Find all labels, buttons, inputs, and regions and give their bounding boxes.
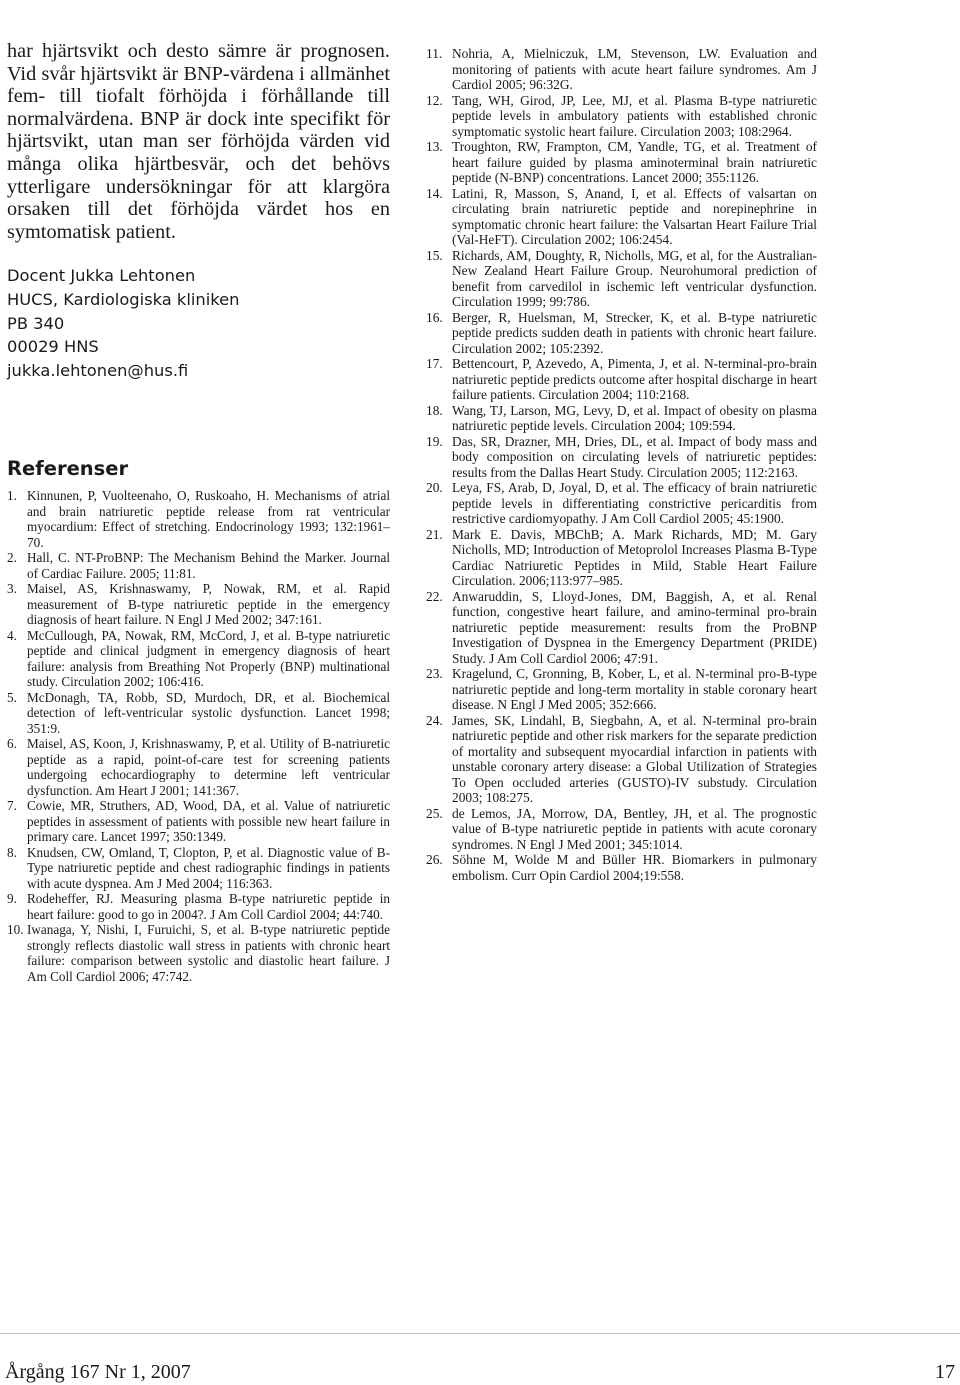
reference-number: 17. xyxy=(426,356,443,371)
reference-text: Das, SR, Drazner, MH, Dries, DL, et al. Impact of body mass and body composition on circulating levels of natriuretic peptides: results from the Dallas Heart Study. Circulation 2005; 112:2163. xyxy=(452,433,817,480)
author-name: Docent Jukka Lehtonen xyxy=(7,266,196,286)
reference-item xyxy=(426,186,817,248)
reference-list-right xyxy=(426,46,817,883)
author-affiliation: HUCS, Kardiologiska kliniken xyxy=(7,289,240,309)
reference-text: Knudsen, CW, Omland, T, Clopton, P, et al. Diagnostic value of B-Type natriuretic peptide and chest radiographic findings in patients with acute dyspnea. Am J Med 2004; 116:363. xyxy=(27,844,390,891)
reference-item xyxy=(426,310,817,357)
reference-item xyxy=(426,356,817,403)
reference-item xyxy=(7,488,390,550)
reference-number: 16. xyxy=(426,309,443,325)
reference-text: Anwaruddin, S, Lloyd-Jones, DM, Baggish, A, et al. Renal function, congestive heart failure, and amino-terminal pro-brain natriuretic peptide measurement: results from the ProBNP Investigation of Dyspnea in the Emergency Department (PRIDE) Study. J Am Coll Cardiol 2006; 47:91. xyxy=(452,588,817,666)
reference-text: Mark E. Davis, MBChB; A. Mark Richards, MD; M. Gary Nicholls, MD; Introduction of Metoprolol Increases Plasma B-Type Cardiac Natriuretic Peptides in Mild, Stable Heart Failure Circulation. 2006;113:977–985. xyxy=(452,526,817,588)
reference-text: Hall, C. NT-ProBNP: The Mechanism Behind the Marker. Journal of Cardiac Failure. 2005; 11:81. xyxy=(27,550,390,581)
reference-item xyxy=(426,527,817,589)
reference-item xyxy=(426,434,817,481)
author-block xyxy=(7,264,390,382)
reference-number: 23. xyxy=(426,666,443,681)
author-postal: 00029 HNS xyxy=(7,337,99,357)
reference-number: 6. xyxy=(7,736,17,752)
reference-item xyxy=(426,589,817,667)
reference-number: 14. xyxy=(426,185,443,201)
reference-item xyxy=(426,852,817,883)
reference-text: McCullough, PA, Nowak, RM, McCord, J, et al. B-type natriuretic peptide and clinical judgment in emergency diagnosis of heart failure: analysis from Breathing Not Properly (BNP) multinational study. Circulation 2002; 106:416. xyxy=(27,627,390,690)
reference-number: 11. xyxy=(426,46,443,61)
reference-text: Kinnunen, P, Vuolteenaho, O, Ruskoaho, H. Mechanisms of atrial and brain natriuretic peptide release from rat ventricular myocardium: Effect of stretching. Endocrinology 1993; 132:1961–70. xyxy=(27,488,390,550)
reference-text: Kragelund, C, Gronning, B, Kober, L, et al. N-terminal pro-B-type natriuretic peptide and long-term mortality in stable coronary heart disease. N Engl J Med 2005; 352:666. xyxy=(452,666,817,712)
left-column xyxy=(7,40,390,984)
footer-issue: Årgång 167 Nr 1, 2007 xyxy=(5,1361,191,1383)
reference-number: 5. xyxy=(7,689,17,705)
reference-item xyxy=(426,403,817,434)
reference-item xyxy=(426,713,817,806)
page-number: 17 xyxy=(935,1361,955,1383)
reference-item xyxy=(7,550,390,581)
reference-item xyxy=(426,806,817,853)
reference-number: 22. xyxy=(426,588,443,604)
reference-number: 20. xyxy=(426,480,443,495)
reference-item xyxy=(7,581,390,628)
reference-number: 3. xyxy=(7,581,17,597)
reference-number: 15. xyxy=(426,247,443,263)
reference-number: 9. xyxy=(7,891,17,907)
reference-number: 12. xyxy=(426,92,443,108)
reference-item xyxy=(426,46,817,93)
reference-item xyxy=(426,248,817,310)
reference-item xyxy=(7,736,390,798)
reference-text: Wang, TJ, Larson, MG, Levy, D, et al. Impact of obesity on plasma natriuretic peptide levels. Circulation 2004; 109:594. xyxy=(452,402,817,433)
reference-text: Berger, R, Huelsman, M, Strecker, K, et al. B-type natriuretic peptide predicts sudden death in patients with chronic heart failure. Circulation 2002; 105:2392. xyxy=(452,309,817,356)
reference-text: Maisel, AS, Koon, J, Krishnaswamy, P, et al. Utility of B-natriuretic peptide as a rapid, point-of-care test for screening patients undergoing echocardiography to determine left ventricular dysfunction. Am Heart J 2001; 141:367. xyxy=(27,736,390,798)
reference-number: 4. xyxy=(7,627,17,643)
reference-number: 24. xyxy=(426,712,443,728)
reference-number: 7. xyxy=(7,798,17,814)
reference-text: Bettencourt, P, Azevedo, A, Pimenta, J, et al. N-terminal-pro-brain natriuretic peptide predicts outcome after hospital discharge in heart failure patients. Circulation 2004; 110:2168. xyxy=(452,356,817,402)
reference-number: 25. xyxy=(426,805,443,821)
reference-item xyxy=(426,666,817,713)
reference-item xyxy=(7,690,390,737)
reference-number: 10. xyxy=(7,922,24,938)
reference-list-left xyxy=(7,488,390,984)
reference-item xyxy=(7,845,390,892)
reference-text: Cowie, MR, Struthers, AD, Wood, DA, et al. Value of natriuretic peptides in assessment of patients with possible new heart failure in primary care. Lancet 1997; 350:1349. xyxy=(27,798,390,845)
reference-text: Latini, R, Masson, S, Anand, I, et al. Effects of valsartan on circulating brain natriuretic peptide and norepinephrine in symptomatic chronic heart failure: the Valsartan Heart Failure Trial (Val-HeFT). Circulation 2002; 106:2454. xyxy=(452,185,817,247)
author-postbox: PB 340 xyxy=(7,313,65,333)
reference-text: McDonagh, TA, Robb, SD, Murdoch, DR, et al. Biochemical detection of left-ventricular systolic dysfunction. Lancet 1998; 351:9. xyxy=(27,689,390,736)
reference-number: 21. xyxy=(426,526,443,542)
reference-text: Tang, WH, Girod, JP, Lee, MJ, et al. Plasma B-type natriuretic peptide levels in ambulatory patients with established chronic symptomatic systolic heart failure. Circulation 2003; 108:2964. xyxy=(452,92,817,139)
reference-item xyxy=(426,480,817,527)
reference-item xyxy=(7,628,390,690)
right-column xyxy=(426,46,817,883)
reference-text: James, SK, Lindahl, B, Siegbahn, A, et al. N-terminal pro-brain natriuretic peptide and other risk markers for the separate prediction of mortality and subsequent myocardial infarction in patients with unstable coronary artery disease: a Global Utilization of Strategies To Open occluded arteries (GUSTO)-IV substudy. Circulation 2003; 108:275. xyxy=(452,712,817,805)
reference-text: Leya, FS, Arab, D, Joyal, D, et al. The efficacy of brain natriuretic peptide levels in differentiating constrictive pericarditis from restrictive cardiomyopathy. J Am Coll Cardiol 2005; 45:1900. xyxy=(452,480,817,526)
reference-text: de Lemos, JA, Morrow, DA, Bentley, JH, et al. The prognostic value of B-type natriuretic peptide in patients with acute coronary syndromes. N Engl J Med 2001; 345:1014. xyxy=(452,805,817,852)
reference-text: Nohria, A, Mielniczuk, LM, Stevenson, LW. Evaluation and monitoring of patients with acute heart failure syndromes. Am J Cardiol 2005; 96:32G. xyxy=(452,46,817,92)
reference-item xyxy=(426,139,817,186)
reference-number: 2. xyxy=(7,550,17,566)
reference-number: 18. xyxy=(426,402,443,418)
reference-number: 8. xyxy=(7,844,17,860)
reference-item xyxy=(7,891,390,922)
footer-divider xyxy=(0,1333,960,1334)
reference-number: 1. xyxy=(7,488,17,504)
reference-text: Richards, AM, Doughty, R, Nicholls, MG, et al, for the Australian-New Zealand Heart Failure Group. Neurohumoral prediction of benefit from carvedilol in ischemic left ventricular dysfunction. Circulation 1999; 99:786. xyxy=(452,247,817,309)
reference-text: Söhne M, Wolde M and Büller HR. Biomarkers in pulmonary embolism. Curr Opin Cardiol 2004;19:558. xyxy=(452,852,817,883)
reference-number: 19. xyxy=(426,433,443,449)
intro-paragraph: har hjärtsvikt och desto sämre är prognosen. Vid svår hjärtsvikt är BNP-värdena i allmänhet fem- till tiofalt förhöjda i förhållande till normalvärdena. BNP är dock inte specifikt för hjärtsvikt, utan man ser förhöjda värden vid många olika hjärtbesvär, och det behövs ytterligare undersökningar för att klargöra orsaken till det förhöjda värdet hos en symtomatisk patient. xyxy=(7,40,390,243)
reference-number: 13. xyxy=(426,139,443,154)
reference-text: Troughton, RW, Frampton, CM, Yandle, TG, et al. Treatment of heart failure guided by plasma aminoterminal brain natriuretic peptide (N-BNP) concentrations. Lancet 2000; 355:1126. xyxy=(452,139,817,185)
reference-text: Iwanaga, Y, Nishi, I, Furuichi, S, et al. B-type natriuretic peptide strongly reflects diastolic wall stress in patients with chronic heart failure: comparison between systolic and diastolic heart failure. J Am Coll Cardiol 2006; 47:742. xyxy=(27,922,390,984)
reference-item xyxy=(7,798,390,845)
reference-text: Maisel, AS, Krishnaswamy, P, Nowak, RM, et al. Rapid measurement of B-type natriuretic peptide in the emergency diagnosis of heart failure. N Engl J Med 2002; 347:161. xyxy=(27,581,390,628)
reference-number: 26. xyxy=(426,852,443,867)
author-email: jukka.lehtonen@hus.fi xyxy=(7,360,189,380)
reference-item xyxy=(426,93,817,140)
reference-item xyxy=(7,922,390,984)
references-heading: Referenser xyxy=(7,457,129,481)
reference-text: Rodeheffer, RJ. Measuring plasma B-type natriuretic peptide in heart failure: good to go in 2004?. J Am Coll Cardiol 2004; 44:740. xyxy=(27,891,390,922)
